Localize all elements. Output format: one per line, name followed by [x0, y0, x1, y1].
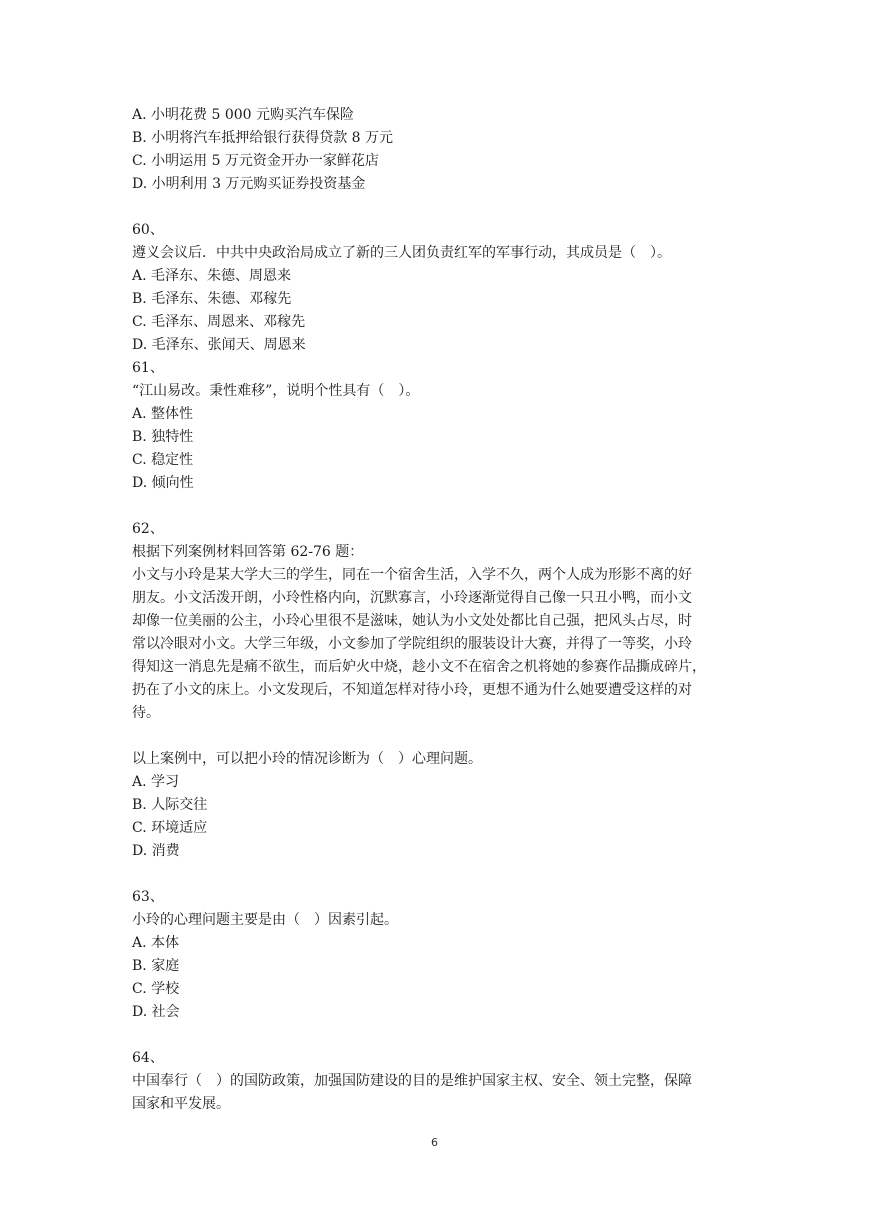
- q60-option-c: C. 毛泽东、周恩来、邓稼先: [132, 314, 306, 330]
- q64-stem-line: 国家和平发展。: [132, 1096, 230, 1112]
- case-line: 扔在了小文的床上。小文发现后，不知道怎样对待小玲，更想不通为什么她要遭受这样的对: [132, 682, 692, 698]
- q64-stem-line: 中国奉行（ ）的国防政策，加强国防建设的目的是维护国家主权、安全、领土完整，保障: [132, 1073, 692, 1089]
- q63-option-c: C. 学校: [132, 981, 180, 997]
- q60-number: 60、: [132, 222, 164, 238]
- case-line: 待。: [132, 705, 160, 721]
- page-number: 6: [431, 1136, 438, 1149]
- q61-option-a: A. 整体性: [132, 406, 194, 422]
- case-line: 却像一位美丽的公主，小玲心里很不是滋味，她认为小文处处都比自己强，把风头占尽，时: [132, 613, 692, 629]
- spacer: [132, 863, 752, 886]
- q63-option-d: D. 社会: [132, 1004, 180, 1020]
- q61-option-b: B. 独特性: [132, 429, 194, 445]
- spacer: [132, 1024, 752, 1047]
- q63-option-b: B. 家庭: [132, 958, 180, 974]
- q62-option-b: B. 人际交往: [132, 797, 208, 813]
- q63-number: 63、: [132, 889, 164, 905]
- q59-option-a: A. 小明花费 5 000 元购买汽车保险: [132, 107, 354, 123]
- q59-options: [132, 104, 752, 196]
- q62-intro: 根据下列案例材料回答第 62-76 题：: [132, 544, 364, 560]
- case-material: [132, 564, 752, 725]
- spacer: [132, 196, 752, 219]
- question-61: [132, 357, 752, 495]
- question-63: [132, 886, 752, 1024]
- q60-option-a: A. 毛泽东、朱德、周恩来: [132, 268, 292, 284]
- spacer: [132, 495, 752, 518]
- q61-option-d: D. 倾向性: [132, 475, 194, 491]
- case-line: 得知这一消息先是痛不欲生，而后妒火中烧，趁小文不在宿舍之机将她的参赛作品撕成碎片，: [132, 659, 706, 675]
- q62-option-c: C. 环境适应: [132, 820, 208, 836]
- case-line: 小文与小玲是某大学大三的学生，同在一个宿舍生活，入学不久，两个人成为形影不离的好: [132, 567, 692, 583]
- q63-stem: 小玲的心理问题主要是由（ ）因素引起。: [132, 912, 398, 928]
- q61-stem: “江山易改。秉性难移”，说明个性具有（ ）。: [132, 383, 420, 399]
- q60-option-b: B. 毛泽东、朱德、邓稼先: [132, 291, 292, 307]
- q59-option-d: D. 小明利用 3 万元购买证券投资基金: [132, 176, 366, 192]
- q59-option-c: C. 小明运用 5 万元资金开办一家鲜花店: [132, 153, 379, 169]
- q62-option-a: A. 学习: [132, 774, 180, 790]
- q61-number: 61、: [132, 360, 164, 376]
- q62-stem: 以上案例中，可以把小玲的情况诊断为（ ）心理问题。: [132, 751, 482, 767]
- page-content: [132, 104, 752, 1116]
- q60-option-d: D. 毛泽东、张闻天、周恩来: [132, 337, 306, 353]
- question-62: [132, 518, 752, 863]
- q62-option-d: D. 消费: [132, 843, 180, 859]
- question-60: [132, 219, 752, 357]
- case-line: 常以冷眼对小文。大学三年级，小文参加了学院组织的服装设计大赛，并得了一等奖，小玲: [132, 636, 692, 652]
- q64-number: 64、: [132, 1050, 164, 1066]
- q63-option-a: A. 本体: [132, 935, 180, 951]
- q59-option-b: B. 小明将汽车抵押给银行获得贷款 8 万元: [132, 130, 393, 146]
- q60-stem: 遵义会议后．中共中央政治局成立了新的三人团负责红军的军事行动，其成员是（ ）。: [132, 245, 671, 261]
- q61-option-c: C. 稳定性: [132, 452, 194, 468]
- case-line: 朋友。小文活泼开朗，小玲性格内向，沉默寡言，小玲逐渐觉得自己像一只丑小鸭，而小文: [132, 590, 692, 606]
- spacer: [132, 725, 752, 748]
- q62-number: 62、: [132, 521, 164, 537]
- question-64: [132, 1047, 752, 1116]
